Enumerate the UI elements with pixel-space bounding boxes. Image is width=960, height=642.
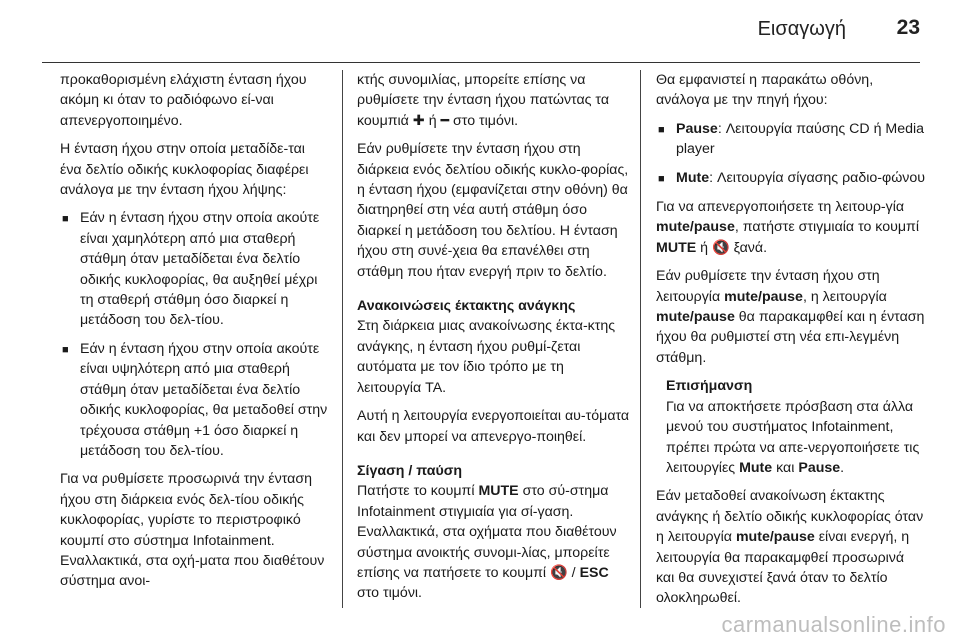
header-rule [42,62,920,63]
column-1 [60,70,328,600]
column-3 [656,70,926,617]
list-item: ■ Mute: Λειτουργία σίγασης ραδιο-φώνου [656,168,926,189]
bullet-square-icon: ■ [62,213,69,226]
bullet-square-icon: ■ [658,172,665,185]
list-item: ■ Εάν η ένταση ήχου στην οποία ακούτε είναι υψηλότερη από μια σταθερή στάθμη όταν μεταδίδεται ένα δελτίο οδικής κυκλοφορίας, θα μεταδοθεί στην τρέχουσα στάθμη +1 όσο διαρκεί η μετάδοση του δελ-τίου. [60,339,328,461]
bullet-square-icon: ■ [658,123,665,136]
esc-label: ESC [579,564,609,581]
list-item: ■ Εάν η ένταση ήχου στην οποία ακούτε είναι χαμηλότερη από μια σταθερή στάθμη όταν μεταδίδεται ένα δελτίο οδικής κυκλοφορίας, θα αυξηθεί μέχρι τη σταθερή στάθμη όσο διαρκεί η μετάδοση του δελ-τίου. [60,208,328,330]
paragraph: Εάν μεταδοθεί ανακοίνωση έκτακτης ανάγκης ή δελτίο οδικής κυκλοφορίας όταν η λειτουργία mute/pause είναι ενεργή, η λειτουργία θα παρακαμφθεί προσωρινά και θα συνεχιστεί ξανά όταν το δελτίο ολοκληρωθεί. [656,488,924,607]
mute-icon: 🔇 [712,239,730,256]
paragraph: Για να ρυθμίσετε προσωρινά την ένταση ήχου στη διάρκεια ενός δελ-τίου οδικής κυκλοφορίας, γυρίστε το περιστροφικό κουμπί στο σύστημα Infotainment. Εναλλακτικά, στα οχή-ματα που διαθέτουν σύστημα ανοι- [60,471,325,590]
mute-icon: 🔇 [550,564,568,581]
paragraph: Για να απενεργοποιήσετε τη λειτουρ-γία mute/pause, πατήστε στιγμιαία το κουμπί MUTE ή 🔇 ξανά. [656,199,919,256]
subheading-mute-pause: Σίγαση / παύση [357,462,463,479]
paragraph: Αυτή η λειτουργία ενεργοποιείται αυ-τόματα και δεν μπορεί να απενεργο-ποιηθεί. [357,408,630,445]
section-title: Εισαγωγή [757,18,846,40]
page-header [0,0,960,62]
note-box [666,376,926,478]
column-divider-1 [342,70,343,608]
list-item: ■ Pause: Λειτουργία παύσης CD ή Media player [656,119,926,160]
note-title: Επισήμανση [666,378,753,395]
minus-button-icon: ━ [440,112,450,129]
column-2 [357,70,630,612]
bullet-square-icon: ■ [62,343,69,356]
paragraph: Εάν ρυθμίσετε την ένταση ήχου στη διάρκεια ενός δελτίου οδικής κυκλο-φορίας, η ένταση ήχου (εμφανίζεται στην οθόνη) θα διατηρηθεί στη νέα αυτή στάθμη όσο διαρκεί η μετάδοση του δελτίου. Η ένταση ήχου στη συνέ-χεια θα επανέλθει στη στάθμη που ήταν ενεργή πριν το δελτίο. [357,141,629,280]
paragraph: προκαθορισμένη ελάχιστη ένταση ήχου ακόμη κι όταν το ραδιόφωνο εί-ναι απενεργοποιημένο. [60,72,307,129]
column-divider-2 [640,70,641,608]
paragraph: Θα εμφανιστεί η παρακάτω οθόνη, ανάλογα με την πηγή ήχου: [656,72,874,109]
paragraph: Η ένταση ήχου στην οποία μεταδίδε-ται ένα δελτίο οδικής κυκλοφορίας διαφέρει ανάλογα με την ένταση ήχου λήψης: [60,141,309,199]
paragraph: Εάν ρυθμίσετε την ένταση ήχου στη λειτουργία mute/pause, η λειτουργία mute/pause θα παρακαμφθεί και η ένταση ήχου θα ρυθμιστεί στη νέα επι-λεγμένη στάθμη. [656,268,925,366]
paragraph: κτής συνομιλίας, μπορείτε επίσης να ρυθμίσετε την ένταση ήχου πατώντας τα κουμπιά ✚ ή ━ στο τιμόνι. [357,70,630,131]
page-number: 23 [896,16,920,39]
watermark: carmanualsonline.info [721,612,946,637]
note-text: Για να αποκτήσετε πρόσβαση στα άλλα μενού του συστήματος Infotainment, πρέπει πρώτα να απε-νεργοποιήσετε τις λειτουργίες Mute και Pause. [666,398,920,476]
mute-label: MUTE [478,483,519,500]
plus-button-icon: ✚ [412,112,425,129]
paragraph: Πατήστε το κουμπί MUTE στο σύ-στημα Infotainment στιγμιαία για σί-γαση. Εναλλακτικά, στα οχήματα που διαθέτουν σύστημα ανοικτής συνομι-λίας, μπορείτε επίσης να πατήσετε το κουμπί 🔇 / ESC στο τιμόνι. [357,483,617,602]
subheading-emergency: Ανακοινώσεις έκτακτης ανάγκης [357,298,576,315]
paragraph: Στη διάρκεια μιας ανακοίνωσης έκτα-κτης ανάγκης, η ένταση ήχου ρυθμί-ζεται αυτόματα με τον ίδιο τρόπο με τη λειτουργία TA. [357,318,616,396]
